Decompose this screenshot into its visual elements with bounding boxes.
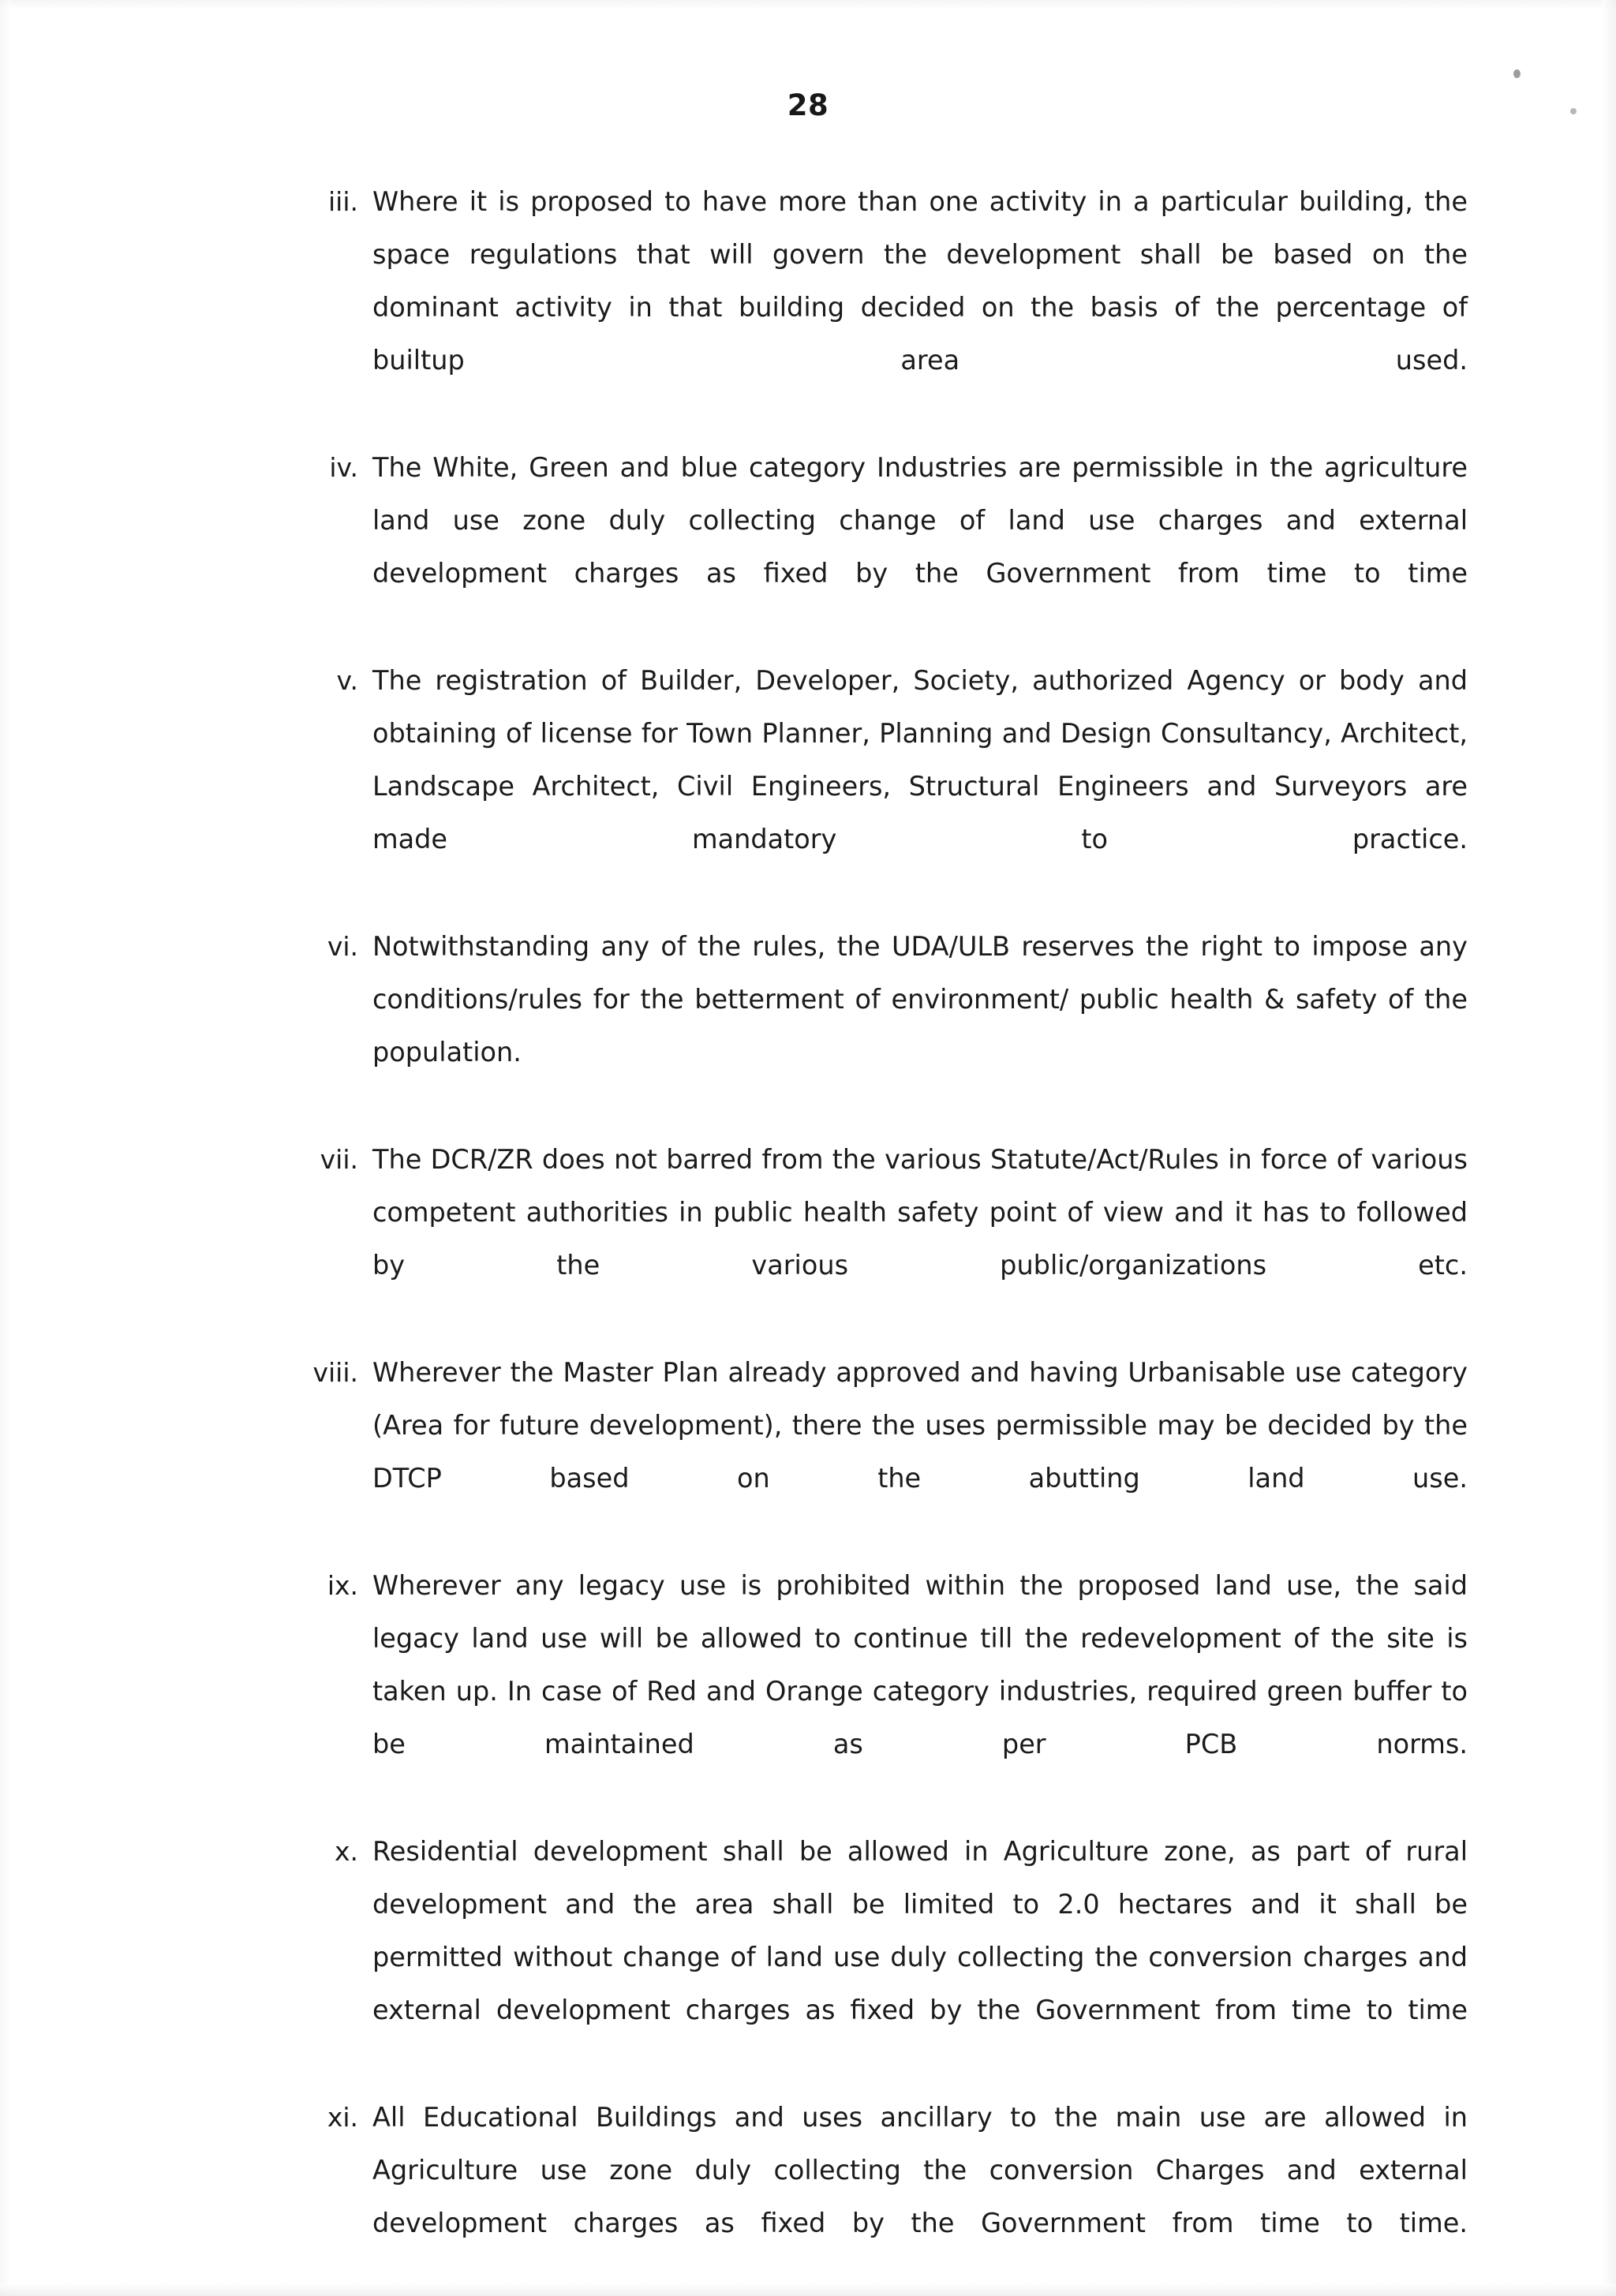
clause-marker: v.	[336, 665, 358, 696]
scan-speck-artifact	[1513, 69, 1521, 78]
clause-text: Notwithstanding any of the rules, the UDA/ULB reserves the right to impose any conditions/rules for the betterment of environment/ public health & safety of the population.	[372, 931, 1468, 1068]
clause-marker: viii.	[312, 1357, 358, 1388]
page-number: 28	[787, 88, 829, 122]
clause-marker: ix.	[327, 1570, 358, 1601]
clause-list	[284, 175, 1468, 2296]
clause-text: Wherever any legacy use is prohibited within the proposed land use, the said legacy land use will be allowed to continue till the redevelopment of the site is taken up. In case of Red and Orange category industries, required green buffer to be maintained as per PCB norms.	[372, 1570, 1468, 1759]
clause-item	[284, 1133, 1468, 1344]
scan-edge-right	[1602, 0, 1616, 2296]
clause-item	[284, 654, 1468, 918]
clause-text: The White, Green and blue category Industries are permissible in the agriculture land use zone duly collecting change of land use charges and external development charges as fixed by the Government from time to time	[372, 452, 1468, 589]
clause-marker: iv.	[329, 452, 358, 483]
scan-edge-top	[0, 0, 1616, 9]
clause-item	[284, 441, 1468, 653]
clause-text: Residential development shall be allowed in Agriculture zone, as part of rural development and the area shall be limited to 2.0 hectares and it shall be permitted without change of land use duly collecting the conversion charges and external development charges as fixed by the Government from time to time	[372, 1836, 1468, 2025]
clause-marker: x.	[334, 1836, 358, 1867]
scan-edge-left	[0, 0, 11, 2296]
clause-text: The DCR/ZR does not barred from the various Statute/Act/Rules in force of various competent authorities in public health safety point of view and it has to followed by the various public/organizations etc.	[372, 1144, 1468, 1281]
clause-text: Wherever the Master Plan already approved and having Urbanisable use category (Area for future development), there the uses permissible may be decided by the DTCP based on the abutting land use.	[372, 1357, 1468, 1494]
clause-text: Where it is proposed to have more than one activity in a particular building, the space regulations that will govern the development shall be based on the dominant activity in that building decided on the basis of the percentage of builtup area used.	[372, 186, 1468, 376]
clause-marker: vii.	[320, 1144, 358, 1175]
clause-marker: xi.	[327, 2102, 358, 2133]
clause-marker: vi.	[327, 931, 358, 962]
clause-item	[284, 1559, 1468, 1823]
clause-item	[284, 175, 1468, 439]
clause-marker: iii.	[328, 186, 358, 217]
clause-item	[284, 1825, 1468, 2089]
clause-item	[284, 2091, 1468, 2296]
clause-text: The registration of Builder, Developer, Society, authorized Agency or body and obtaining of license for Town Planner, Planning and Design Consultancy, Architect, Landscape Architect, Civil Engineers, Structural Engineers and Surveyors are made mandatory to practice.	[372, 665, 1468, 854]
clause-text: All Educational Buildings and uses ancillary to the main use are allowed in Agriculture use zone duly collecting the conversion Charges and external development charges as fixed by the Government from time to time.	[372, 2102, 1468, 2238]
clause-item	[284, 1346, 1468, 1557]
clause-item	[284, 920, 1468, 1131]
